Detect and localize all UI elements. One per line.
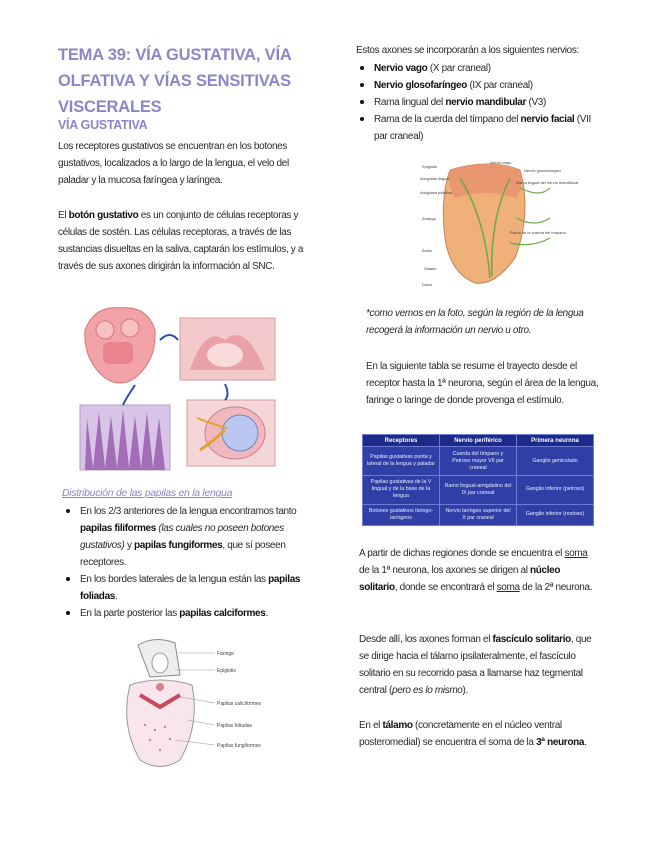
neuron-table (362, 434, 594, 526)
table-cell: Cuerda del tímpano y Petroso mayor VII par craneal (440, 447, 517, 476)
nerves-list (356, 60, 606, 145)
tongue-innervation-figure (420, 158, 579, 288)
list-item: Rama lingual del nervio mandibular (V3) (356, 94, 606, 111)
table-cell: Ramo lingual-amigdalino del IX par craneal (440, 476, 517, 505)
figure-label: Ácido (422, 248, 433, 253)
table-cell: Ganglio inferior (nodoso) (517, 504, 594, 525)
table-header: Receptores (363, 435, 440, 447)
list-item: Nervio glosofaríngeo (IX par craneal) (356, 77, 606, 94)
diagram-label: Papilas caliciformes (217, 701, 262, 707)
figure-label: Amígdala lingual (420, 176, 450, 181)
figure-label: Nervio vago (490, 160, 512, 165)
section-heading-papillae: Distribución de las papilas en la lengua (62, 487, 233, 499)
table-cell: Papilas gustativas de la V lingual y de la base de la lengua (363, 476, 440, 505)
paragraph-thalamus: En el tálamo (concretamente en el núcleo ventral posteromedial) se encuentra el soma de la 3ª neurona. (359, 720, 587, 748)
figure-label: Dulce (422, 282, 433, 287)
papillae-figure (75, 300, 285, 475)
table-cell: Nervio laríngeo superior del X par craneal (440, 504, 517, 525)
figure-label: Nervio glosofaríngeo (524, 168, 561, 173)
table-header: Primera neurona (517, 435, 594, 447)
diagram-label: Papilas fungiformes (217, 743, 261, 749)
paragraph-boton-gustativo: El botón gustativo es un conjunto de células receptoras y células de sostén. Las células receptoras, a través de las sustancias disueltas en la saliva, captarán los estímulos, y a través de sus axones dirigirán la información al SNC. (58, 210, 304, 272)
table-cell: Ganglio inferior (petroso) (517, 476, 594, 505)
table-row (363, 447, 594, 476)
figure-label: Rama lingual del nervio mandibular (516, 180, 579, 185)
papillae-list (62, 503, 312, 622)
section-subtitle: VÍA GUSTATIVA (58, 118, 148, 132)
figure-label: Amargo (422, 216, 437, 221)
diagram-label: Papilas foliadas (217, 723, 253, 729)
paragraph-nerves-intro: Estos axones se incorporarán a los siguientes nervios: (356, 45, 579, 56)
table-row (363, 504, 594, 525)
figure-label: Amígdala palatina (420, 190, 453, 195)
paragraph-receptors: Los receptores gustativos se encuentran en los botones gustativos, localizados a lo largo de la lengua, el velo del paladar y la mucosa faríngea y laríngea. (58, 141, 289, 186)
figure-label: Rama de la cuerda del tímpano (510, 230, 566, 235)
table-row (363, 476, 594, 505)
table-cell: Ganglio geniculado (517, 447, 594, 476)
diagram-label: Epiglotis (217, 668, 236, 674)
figure-label: Epiglotis (422, 164, 438, 169)
table-header: Nervio periférico (440, 435, 517, 447)
table-cell: Botones gustativos faringo-laríngeos (363, 504, 440, 525)
paragraph-first-neuron: A partir de dichas regiones donde se encuentra el soma de la 1ª neurona, los axones se dirigen al núcleo solitario, donde se encontrará el soma de la 2ª neurona. (359, 548, 593, 593)
list-item: En los bordes laterales de la lengua están las papilas foliadas. (62, 571, 312, 605)
diagram-label: Faringe (217, 651, 234, 657)
figure-label: Salado (424, 266, 437, 271)
paragraph-solitary-tract: Desde allí, los axones forman el fascículo solitario, que se dirige hacia el tálamo ipsilateralmente, el fascículo solitario en su recorrido pasa a llamarse haz tegmental central (pero es lo mismo). (359, 634, 592, 696)
list-item: Rama de la cuerda del tímpano del nervio facial (VII par craneal) (356, 111, 606, 145)
tongue-diagram (120, 635, 265, 775)
list-item: En los 2/3 anteriores de la lengua encontramos tanto papilas filiformes (las cuales no poseen botones gustativos) y papilas fungiformes, que sí poseen receptores. (62, 503, 312, 571)
figure-caption: *como vemos en la foto, según la región de la lengua recogerá la información un nervio u otro. (366, 308, 584, 336)
table-cell: Papilas gustativas punta y lateral de la lengua y paladar (363, 447, 440, 476)
list-item: Nervio vago (X par craneal) (356, 60, 606, 77)
page-title: TEMA 39: VÍA GUSTATIVA, VÍA OLFATIVA Y VÍAS SENSITIVAS VISCERALES (58, 46, 291, 116)
list-item: En la parte posterior las papilas calciformes. (62, 605, 312, 622)
paragraph-table-intro: En la siguiente tabla se resume el trayecto desde el receptor hasta la 1ª neurona, según el área de la lengua, faringe o laringe de donde provenga el estímulo. (366, 361, 599, 406)
